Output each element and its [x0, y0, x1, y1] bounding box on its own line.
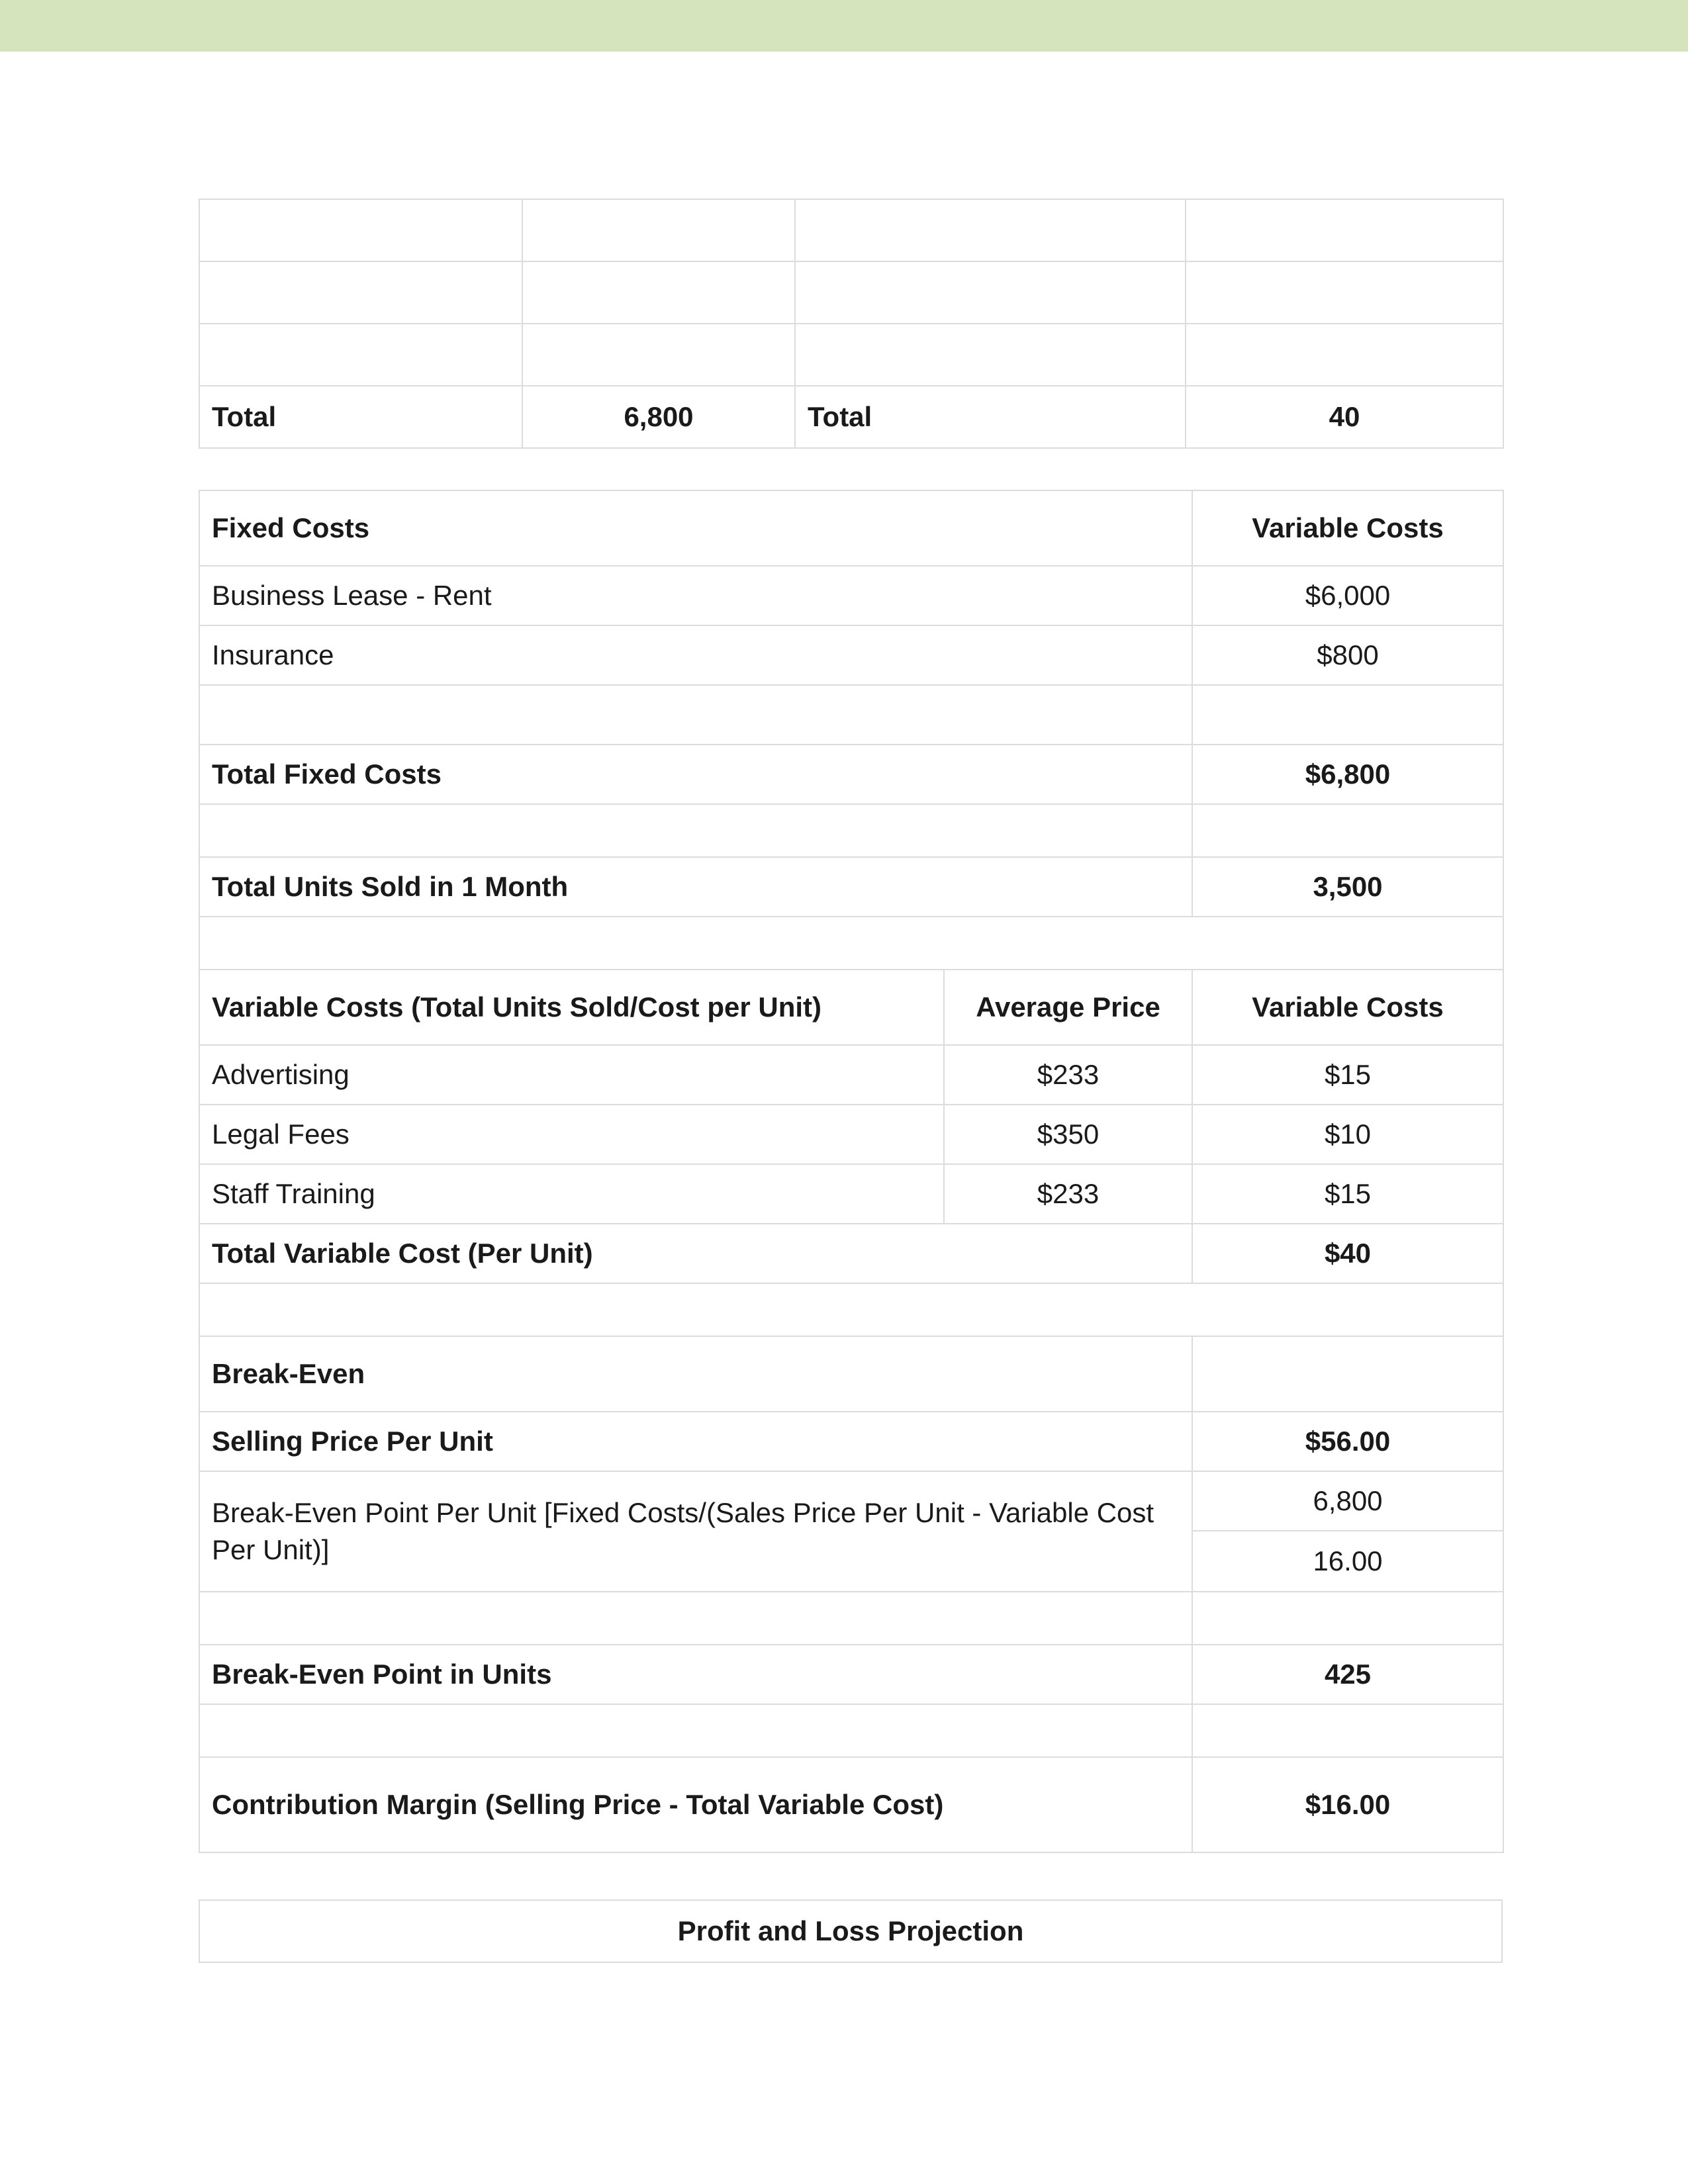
break-even-heading: Break-Even — [199, 1336, 1192, 1412]
pl-projection-title: Profit and Loss Projection — [199, 1900, 1502, 1962]
average-price-heading: Average Price — [944, 970, 1192, 1045]
header-band — [0, 0, 1688, 52]
units-sold-row — [199, 857, 1503, 917]
fixed-costs-header-row — [199, 490, 1503, 566]
variable-costs-heading: Variable Costs — [1192, 490, 1503, 566]
summary-total-row — [199, 386, 1503, 448]
table-row — [199, 625, 1503, 685]
table-row — [199, 261, 1503, 324]
table-row — [199, 324, 1503, 386]
variable-cost-value: $15 — [1192, 1045, 1503, 1105]
selling-price-value: $56.00 — [1192, 1412, 1503, 1471]
total-fixed-costs-row — [199, 745, 1503, 804]
contribution-margin-value: $16.00 — [1192, 1757, 1503, 1852]
break-even-per-unit-value: 16.00 — [1192, 1531, 1503, 1592]
variable-cost-value: $15 — [1192, 1164, 1503, 1224]
total-label: Total — [795, 386, 1186, 448]
summary-table — [199, 199, 1504, 449]
total-variable-cost-label: Total Variable Cost (Per Unit) — [199, 1224, 1192, 1283]
table-row — [199, 199, 1503, 261]
average-price-value: $233 — [944, 1164, 1192, 1224]
variable-cost-label: Legal Fees — [199, 1105, 944, 1164]
break-even-per-unit-label: Break-Even Point Per Unit [Fixed Costs/(Sales Price Per Unit - Variable Cost Per Unit)] — [199, 1471, 1192, 1592]
contribution-margin-label: Contribution Margin (Selling Price - Total Variable Cost) — [199, 1757, 1192, 1852]
fixed-cost-label: Business Lease - Rent — [199, 566, 1192, 625]
break-even-header-row — [199, 1336, 1503, 1412]
fixed-cost-label: Insurance — [199, 625, 1192, 685]
variable-cost-value: $10 — [1192, 1105, 1503, 1164]
break-even-per-unit-row — [199, 1471, 1503, 1531]
variable-cost-label: Advertising — [199, 1045, 944, 1105]
variable-cost-label: Staff Training — [199, 1164, 944, 1224]
variable-costs-column-heading: Variable Costs — [1192, 970, 1503, 1045]
table-row — [199, 1592, 1503, 1645]
pl-projection-table — [199, 1899, 1503, 1963]
table-row — [199, 1164, 1503, 1224]
fixed-cost-value: $6,000 — [1192, 566, 1503, 625]
fixed-costs-heading: Fixed Costs — [199, 490, 1192, 566]
selling-price-label: Selling Price Per Unit — [199, 1412, 1192, 1471]
units-sold-value: 3,500 — [1192, 857, 1503, 917]
total-fixed-costs-label: Total Fixed Costs — [199, 745, 1192, 804]
total-value: 40 — [1186, 386, 1503, 448]
table-row — [199, 804, 1503, 857]
variable-costs-header-row — [199, 970, 1503, 1045]
break-even-units-row — [199, 1645, 1503, 1704]
fixed-cost-value: $800 — [1192, 625, 1503, 685]
spacer-row — [199, 1283, 1503, 1336]
table-row — [199, 1105, 1503, 1164]
table-row — [199, 1045, 1503, 1105]
table-row — [199, 685, 1503, 745]
total-label: Total — [199, 386, 522, 448]
units-sold-label: Total Units Sold in 1 Month — [199, 857, 1192, 917]
table-row — [199, 1704, 1503, 1757]
variable-costs-heading: Variable Costs (Total Units Sold/Cost per Unit) — [199, 970, 944, 1045]
total-fixed-costs-value: $6,800 — [1192, 745, 1503, 804]
total-value: 6,800 — [522, 386, 795, 448]
break-even-units-value: 425 — [1192, 1645, 1503, 1704]
spacer-row — [199, 917, 1503, 970]
table-row — [199, 1900, 1502, 1962]
average-price-value: $350 — [944, 1105, 1192, 1164]
selling-price-row — [199, 1412, 1503, 1471]
break-even-per-unit-value: 6,800 — [1192, 1471, 1503, 1531]
contribution-margin-row — [199, 1757, 1503, 1852]
average-price-value: $233 — [944, 1045, 1192, 1105]
total-variable-cost-value: $40 — [1192, 1224, 1503, 1283]
break-even-table — [199, 490, 1504, 1853]
total-variable-cost-row — [199, 1224, 1503, 1283]
break-even-units-label: Break-Even Point in Units — [199, 1645, 1192, 1704]
table-row — [199, 566, 1503, 625]
